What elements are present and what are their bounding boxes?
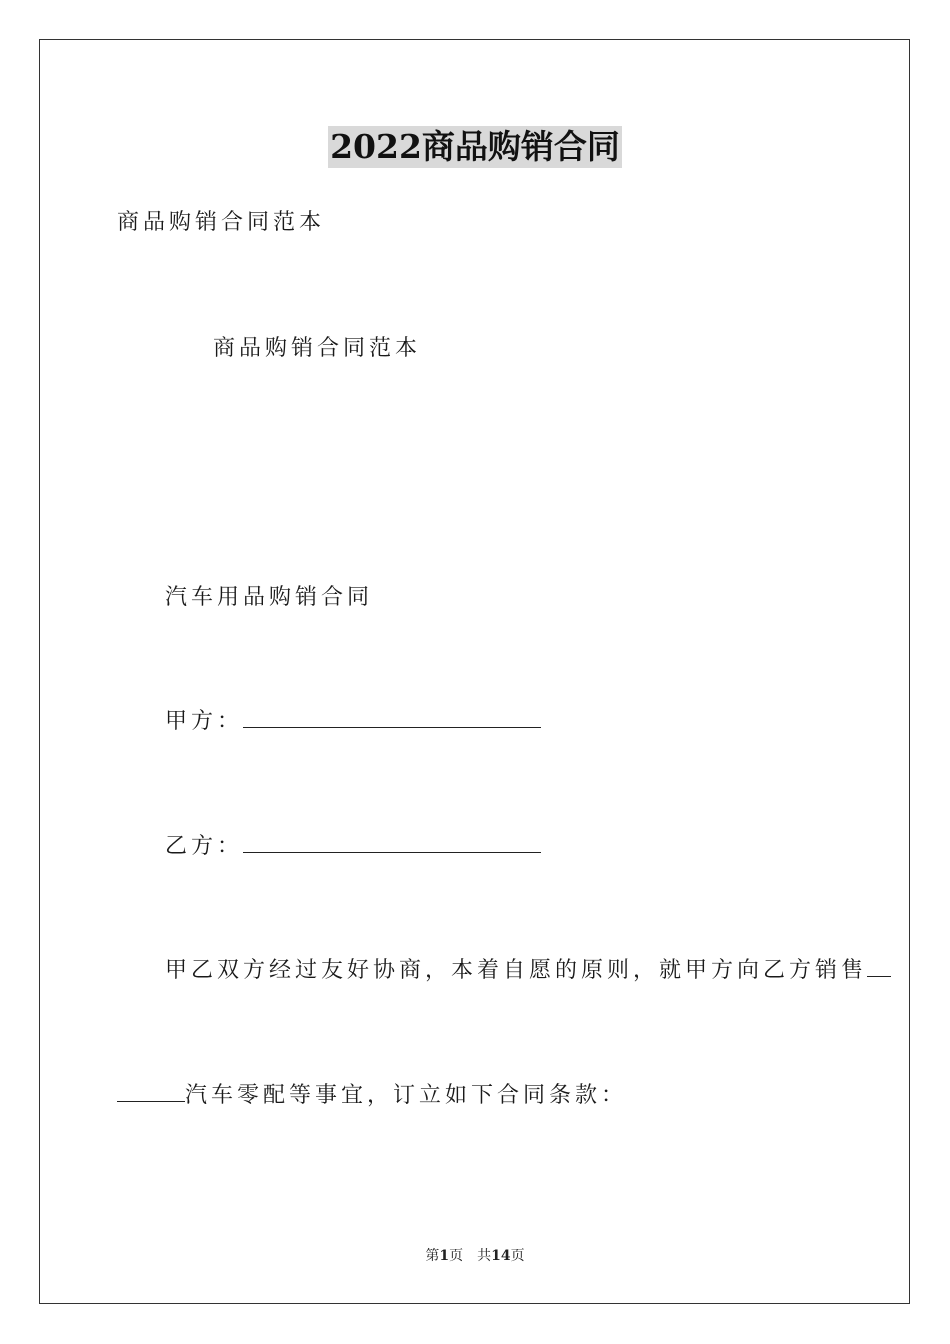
- footer-page-current: 1: [439, 1248, 450, 1264]
- footer-page-prefix: 第: [425, 1248, 440, 1264]
- paragraph-1-text: 甲乙双方经过友好协商，本着自愿的原则，就甲方向乙方销售: [165, 958, 868, 983]
- party-a-line: [165, 707, 541, 737]
- contract-name: 汽车用品购销合同: [165, 585, 374, 610]
- paragraph-2-blank: [117, 1081, 185, 1102]
- paragraph-1-blank: [867, 956, 891, 977]
- document-title: 2022商品购销合同: [330, 127, 620, 166]
- footer-page-total: 14: [491, 1248, 511, 1264]
- footer-page-suffix: 页: [510, 1248, 525, 1264]
- footer-page-mid: 页 共: [449, 1248, 492, 1264]
- page-footer: [0, 1246, 950, 1266]
- party-a-label: 甲方：: [165, 709, 244, 734]
- title-wrapper: [0, 126, 950, 168]
- paragraph-1: [165, 956, 891, 986]
- party-b-line: [165, 832, 541, 862]
- party-b-blank: [243, 832, 541, 853]
- paragraph-2: [117, 1081, 627, 1111]
- party-a-blank: [243, 707, 541, 728]
- indented-heading: 商品购销合同范本: [213, 336, 422, 361]
- paragraph-2-text: 汽车零配等事宜，订立如下合同条款：: [185, 1083, 628, 1108]
- document-subtitle: 商品购销合同范本: [117, 210, 326, 235]
- party-b-label: 乙方：: [165, 834, 244, 859]
